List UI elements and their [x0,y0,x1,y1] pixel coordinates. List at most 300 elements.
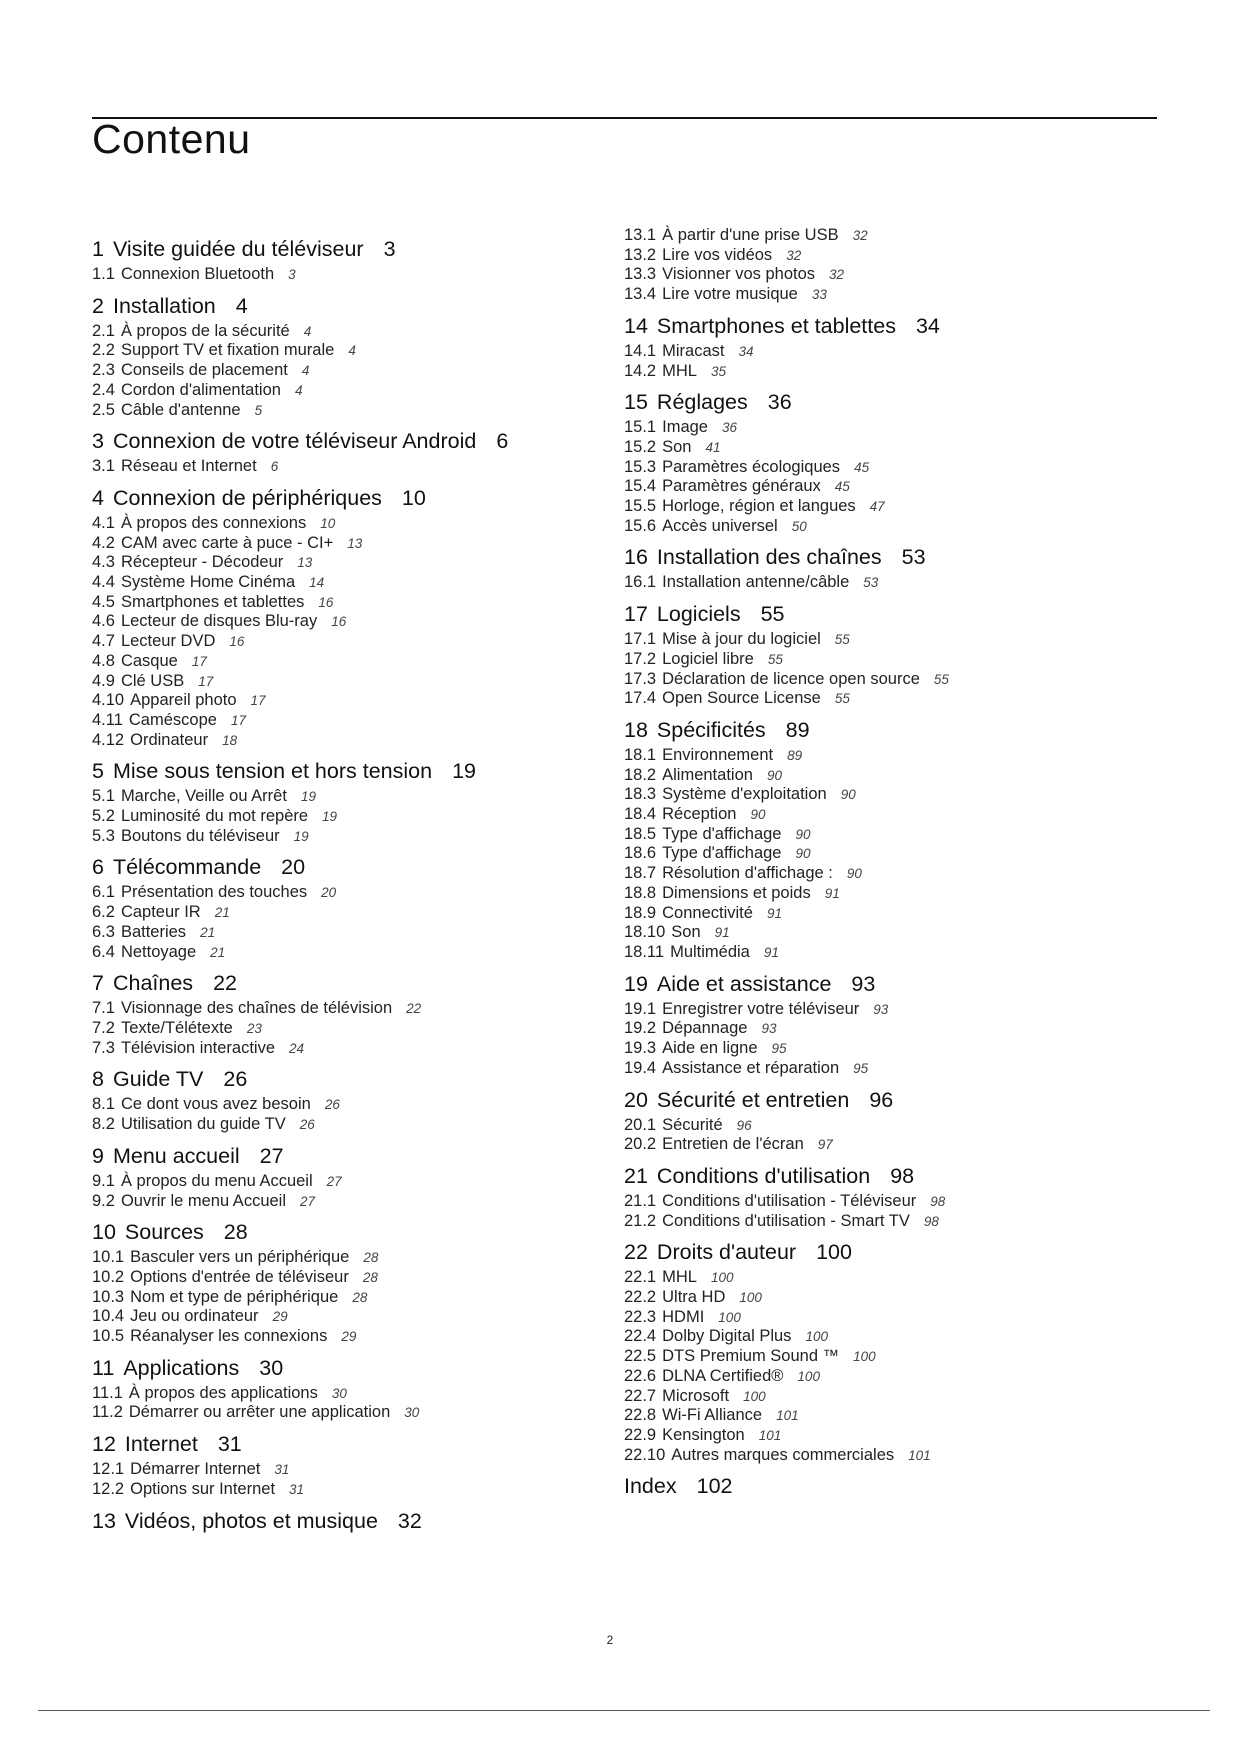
entry-page: 6 [270,459,279,475]
entry-page: 32 [786,247,802,263]
section-title: Installation des chaînes [656,545,882,570]
toc-section [92,235,612,285]
toc-entry[interactable] [624,785,1144,805]
entry-page: 45 [854,459,870,475]
toc-entry[interactable] [92,943,612,963]
entry-title: À propos des connexions [120,513,307,532]
page-number: 2 [606,1633,614,1647]
entry-page: 98 [923,1213,939,1229]
entry-page: 55 [834,691,850,707]
entry-title: Dépannage [662,1019,748,1038]
toc-section [92,484,612,750]
entry-title: Installation antenne/câble [662,573,850,592]
toc-entry[interactable] [92,1172,612,1192]
entry-number: 22.1 [624,1268,657,1287]
section-heading[interactable] [92,1430,612,1458]
section-heading[interactable] [92,1218,612,1246]
toc-entry[interactable] [624,1268,1144,1288]
section-title: Index [624,1474,677,1499]
entry-page: 13 [347,535,363,551]
toc-section [624,600,1144,709]
entry-page: 53 [863,575,879,591]
toc-entry[interactable] [92,593,612,613]
section-title: Menu accueil [112,1143,240,1168]
section-page: 98 [890,1163,915,1188]
section-title: Connexion de périphériques [112,485,382,510]
entry-page: 90 [750,807,766,823]
toc-entry[interactable] [624,923,1144,943]
toc-entry[interactable] [92,1288,612,1308]
toc-entry[interactable] [624,1192,1144,1212]
toc-section [624,1162,1144,1231]
toc-entry[interactable] [624,285,1144,305]
toc-entry[interactable] [624,689,1144,709]
entry-title: À partir d'une prise USB [662,226,839,244]
section-heading[interactable] [624,312,1144,340]
toc-section [92,757,612,846]
entry-page: 19 [322,809,338,825]
toc-entry[interactable] [624,1019,1144,1039]
entry-page: 32 [829,267,845,283]
entry-title: Démarrer Internet [130,1460,261,1479]
toc-entry[interactable] [92,401,612,421]
entry-number: 22.4 [624,1327,657,1346]
section-page: 22 [213,971,237,996]
section-title: Internet [124,1432,198,1457]
section-number: 15 [624,390,648,415]
entry-title: Lecteur DVD [120,632,216,651]
entry-page: 31 [289,1481,305,1497]
entry-title: DLNA Certified® [662,1366,784,1385]
entry-number: 22.6 [624,1366,657,1385]
entry-number: 19.3 [624,1039,657,1058]
entry-number: 4.8 [92,651,115,670]
entry-number: 14.2 [624,361,657,380]
toc-entry[interactable] [92,361,612,381]
entry-number: 22.9 [624,1425,657,1444]
section-heading[interactable] [624,1086,1144,1114]
entry-title: Conditions d'utilisation - Téléviseur [662,1191,917,1210]
entry-number: 14.1 [624,341,657,360]
entry-title: Lire votre musique [662,285,798,304]
entry-title: Réception [662,805,737,824]
toc-entry[interactable] [92,1039,612,1059]
section-number: 17 [624,602,648,627]
entry-page: 98 [930,1193,946,1209]
section-heading[interactable] [92,969,612,997]
section-title: Chaînes [112,971,194,996]
entry-page: 91 [824,885,840,901]
toc-entry[interactable] [92,534,612,554]
entry-title: Paramètres généraux [662,477,821,496]
entry-number: 22.8 [624,1406,657,1425]
entry-title: Entretien de l'écran [662,1135,804,1154]
toc-entry[interactable] [624,1347,1144,1367]
entry-title: Lire vos vidéos [662,245,773,264]
entry-number: 4.4 [92,573,115,592]
entry-page: 23 [246,1020,262,1036]
toc-entry[interactable] [92,457,612,477]
entry-title: Image [662,418,708,437]
toc-entry[interactable] [624,1288,1144,1308]
entry-number: 7.1 [92,999,115,1018]
page-title: Contenu [92,116,251,162]
entry-title: Jeu ou ordinateur [130,1307,259,1326]
entry-page: 55 [767,651,783,667]
entry-page: 21 [214,905,230,921]
section-page: 89 [785,717,810,742]
entry-number: 5.3 [92,826,115,845]
toc-entry[interactable] [92,999,612,1019]
entry-page: 19 [293,828,309,844]
entry-page: 16 [229,634,245,650]
section-number: 19 [624,971,648,996]
entry-page: 28 [352,1289,368,1305]
entry-number: 9.1 [92,1171,115,1190]
toc-entry[interactable] [92,1095,612,1115]
entry-title: Réseau et Internet [120,457,257,476]
toc-entry[interactable] [624,418,1144,438]
entry-title: Déclaration de licence open source [662,669,920,688]
section-page: 53 [901,545,926,570]
toc-entry[interactable] [624,1212,1144,1232]
entry-number: 4.12 [92,730,125,749]
toc-entry[interactable] [92,1403,612,1423]
entry-title: Son [662,437,692,456]
section-page: 55 [760,602,785,627]
toc-entry[interactable] [624,362,1144,382]
toc-entry[interactable] [92,883,612,903]
toc-entry[interactable] [92,381,612,401]
toc-section [92,1354,612,1423]
entry-title: Type d'affichage [662,824,782,843]
toc-entry[interactable] [624,943,1144,963]
toc-entry[interactable] [92,787,612,807]
entry-number: 7.2 [92,1018,115,1037]
toc-section [624,1086,1144,1155]
toc-entry[interactable] [624,265,1144,285]
toc-entry[interactable] [624,342,1144,362]
section-title: Mise sous tension et hors tension [112,759,433,784]
entry-number: 9.2 [92,1191,115,1210]
toc-entry[interactable] [624,1426,1144,1446]
entry-number: 18.3 [624,785,657,804]
section-number: 7 [92,971,104,996]
entry-title: Sécurité [662,1115,723,1134]
toc-entry[interactable] [92,573,612,593]
toc-entry[interactable] [92,1327,612,1347]
entry-title: Ce dont vous avez besoin [120,1095,311,1114]
toc-entry[interactable] [624,1367,1144,1387]
entry-title: Boutons du téléviseur [120,826,280,845]
entry-number: 18.5 [624,824,657,843]
section-heading[interactable] [92,484,612,512]
toc-entry[interactable] [92,1268,612,1288]
toc-entry[interactable] [92,265,612,285]
entry-number: 20.1 [624,1115,657,1134]
entry-title: Cordon d'alimentation [120,380,281,399]
section-heading[interactable] [92,292,612,320]
entry-page: 27 [326,1173,342,1189]
entry-page: 17 [230,712,246,728]
entry-page: 91 [763,944,779,960]
toc-entry[interactable] [92,731,612,751]
entry-page: 21 [210,944,226,960]
entry-title: Assistance et réparation [662,1058,840,1077]
section-number: 20 [624,1087,648,1112]
entry-number: 21.1 [624,1191,657,1210]
entry-title: Résolution d'affichage : [662,864,833,883]
toc-entry[interactable] [92,923,612,943]
toc-entry[interactable] [624,650,1144,670]
toc-entry[interactable] [92,1307,612,1327]
toc-entry[interactable] [92,1248,612,1268]
section-heading[interactable] [624,600,1144,628]
entry-number: 2.2 [92,341,115,360]
entry-number: 17.4 [624,689,657,708]
entry-page: 35 [710,363,726,379]
entry-title: Environnement [662,745,774,764]
toc-entry[interactable] [92,632,612,652]
entry-page: 24 [289,1040,305,1056]
section-heading[interactable] [92,1065,612,1093]
entry-number: 13.1 [624,226,657,244]
toc-entry[interactable] [92,1192,612,1212]
entry-page: 90 [795,846,811,862]
entry-number: 6.4 [92,942,115,961]
section-number: 11 [92,1355,115,1380]
entry-number: 4.3 [92,553,115,572]
toc-right-column [624,226,1144,1507]
entry-page: 4 [294,382,303,398]
toc-entry[interactable] [624,246,1144,266]
entry-title: Options sur Internet [130,1479,276,1498]
section-title: Guide TV [112,1067,204,1092]
entry-number: 18.11 [624,942,665,961]
toc-section [624,226,1144,305]
toc-entry[interactable] [624,573,1144,593]
entry-page: 17 [250,693,266,709]
toc-entry[interactable] [624,477,1144,497]
toc-entry[interactable] [624,884,1144,904]
toc-entry[interactable] [624,844,1144,864]
toc-entry[interactable] [624,766,1144,786]
entry-title: Son [671,923,701,942]
toc-entry[interactable] [92,807,612,827]
section-heading[interactable] [624,543,1144,571]
entry-number: 10.3 [92,1287,125,1306]
entry-title: Smartphones et tablettes [120,592,305,611]
entry-page: 100 [739,1290,762,1306]
section-title: Sécurité et entretien [656,1087,850,1112]
toc-entry[interactable] [92,711,612,731]
toc-entry[interactable] [624,630,1144,650]
entry-page: 16 [331,614,347,630]
entry-page: 19 [300,789,316,805]
section-heading[interactable] [92,757,612,785]
entry-title: Conditions d'utilisation - Smart TV [662,1211,910,1230]
toc-entry[interactable] [624,864,1144,884]
entry-number: 18.7 [624,864,657,883]
section-number: 10 [92,1220,116,1245]
toc-entry[interactable] [92,1384,612,1404]
entry-title: Paramètres écologiques [662,457,841,476]
toc-entry[interactable] [92,1480,612,1500]
toc-entry[interactable] [92,652,612,672]
entry-page: 10 [320,515,336,531]
toc-entry[interactable] [624,1135,1144,1155]
entry-page: 18 [222,732,238,748]
entry-number: 4.5 [92,592,115,611]
section-page: 27 [259,1143,284,1168]
section-heading[interactable] [624,1472,1144,1500]
section-heading[interactable] [624,716,1144,744]
entry-number: 17.2 [624,649,657,668]
entry-title: Lecteur de disques Blu-ray [120,612,318,631]
entry-title: Texte/Télétexte [120,1018,233,1037]
toc-entry[interactable] [92,1019,612,1039]
entry-title: Kensington [662,1425,745,1444]
section-heading[interactable] [624,388,1144,416]
entry-title: CAM avec carte à puce - CI+ [120,533,334,552]
toc-entry[interactable] [624,497,1144,517]
entry-title: Casque [120,651,178,670]
toc-entry[interactable] [92,514,612,534]
entry-number: 8.2 [92,1115,115,1134]
section-heading[interactable] [624,1162,1144,1190]
toc-entry[interactable] [92,672,612,692]
entry-title: Support TV et fixation murale [120,341,335,360]
section-title: Applications [123,1355,240,1380]
entry-number: 6.3 [92,922,115,941]
entry-title: Capteur IR [120,903,201,922]
toc-entry[interactable] [92,322,612,342]
entry-title: Récepteur - Décodeur [120,553,284,572]
section-number: 9 [92,1143,104,1168]
toc-entry[interactable] [624,1308,1144,1328]
entry-number: 17.1 [624,630,657,649]
entry-page: 41 [705,439,721,455]
entry-title: Démarrer ou arrêter une application [128,1403,391,1422]
section-heading[interactable] [92,1142,612,1170]
section-page: 19 [452,759,476,784]
toc-entry[interactable] [92,1115,612,1135]
section-title: Conditions d'utilisation [656,1163,871,1188]
entry-page: 100 [710,1270,734,1286]
toc-entry[interactable] [92,612,612,632]
entry-page: 96 [736,1117,752,1133]
toc-entry[interactable] [624,1406,1144,1426]
toc-entry[interactable] [624,226,1144,246]
section-page: 26 [223,1067,248,1092]
entry-number: 18.2 [624,765,657,784]
toc-entry[interactable] [624,1327,1144,1347]
section-title: Installation [112,293,216,318]
bottom-rule [38,1710,1210,1711]
section-page: 100 [816,1240,852,1265]
section-number: 22 [624,1240,648,1265]
section-page: 20 [281,855,306,880]
toc-entry[interactable] [624,517,1144,537]
section-heading[interactable] [624,1238,1144,1266]
entry-number: 19.1 [624,999,657,1018]
toc-entry[interactable] [624,805,1144,825]
section-page: 6 [496,429,509,454]
entry-page: 29 [272,1309,288,1325]
entry-title: MHL [662,1268,697,1287]
section-heading[interactable] [92,1354,612,1382]
entry-page: 90 [795,826,811,842]
entry-number: 18.10 [624,923,666,942]
entry-page: 100 [853,1349,876,1365]
entry-number: 22.2 [624,1288,657,1307]
toc-entry[interactable] [624,1059,1144,1079]
section-heading[interactable] [92,853,612,881]
entry-page: 4 [301,363,310,379]
toc-entry[interactable] [92,341,612,361]
toc-entry[interactable] [624,1039,1144,1059]
section-heading[interactable] [92,1507,612,1535]
section-heading[interactable] [92,427,612,455]
entry-number: 15.5 [624,497,657,516]
toc-entry[interactable] [624,1446,1144,1466]
entry-page: 27 [300,1193,316,1209]
toc-entry[interactable] [624,1116,1144,1136]
toc-section [92,853,612,962]
entry-number: 5.1 [92,787,115,806]
toc-entry[interactable] [92,1460,612,1480]
entry-title: Luminosité du mot repère [120,807,309,826]
entry-page: 13 [297,555,313,571]
entry-number: 13.2 [624,245,657,264]
toc-entry[interactable] [92,903,612,923]
entry-page: 17 [198,673,214,689]
entry-title: Logiciel libre [662,649,754,668]
toc-section [624,388,1144,536]
entry-number: 10.1 [92,1248,125,1267]
entry-page: 55 [834,632,850,648]
toc-entry[interactable] [624,1000,1144,1020]
section-heading[interactable] [92,235,612,263]
toc-section [92,1065,612,1134]
section-title: Logiciels [656,602,741,627]
entry-page: 91 [766,905,782,921]
entry-page: 17 [191,653,207,669]
entry-page: 97 [817,1137,833,1153]
toc-entry[interactable] [624,458,1144,478]
entry-page: 4 [348,343,356,359]
section-heading[interactable] [624,970,1144,998]
entry-title: Aide en ligne [662,1039,758,1058]
toc-entry[interactable] [624,438,1144,458]
entry-number: 4.7 [92,632,115,651]
entry-page: 21 [200,924,216,940]
toc-entry[interactable] [624,825,1144,845]
toc-entry[interactable] [624,746,1144,766]
toc-entry[interactable] [624,670,1144,690]
toc-entry[interactable] [624,904,1144,924]
toc-entry[interactable] [624,1387,1144,1407]
entry-number: 2.3 [92,361,115,380]
section-page: 96 [869,1087,894,1112]
top-rule [92,117,1157,119]
toc-entry[interactable] [92,691,612,711]
toc-entry[interactable] [92,827,612,847]
entry-page: 100 [797,1368,820,1384]
toc-entry[interactable] [92,553,612,573]
section-page: 10 [401,485,426,510]
section-number: 4 [92,485,104,510]
